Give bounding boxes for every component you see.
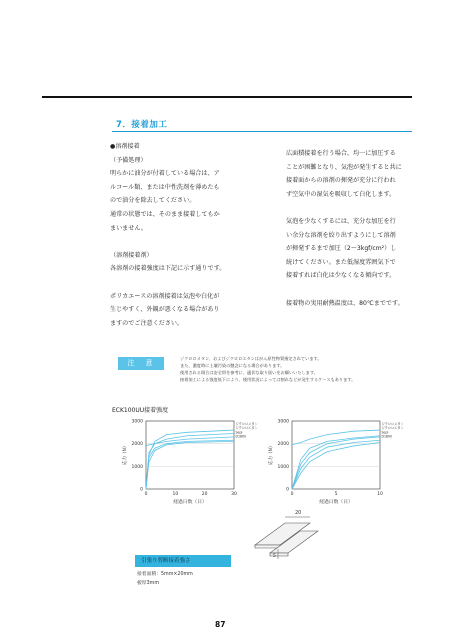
series-label: Sepi [235,430,243,435]
note-text [180,355,355,383]
right-column [286,147,404,310]
note-line: ジクロロメタン、およびジクロロエタンはがん原性物質指定されています。 [180,356,322,361]
y-tick-label: 3000 [277,419,289,425]
chart-heading: ECK100UU接着強度 [112,407,169,414]
note-line: また、濃度時に土壌汚染の懸念になる場合があります。 [180,363,285,368]
shear-label: 引張り剪断接着強さ [135,555,231,567]
series-label: ジクロロメタン [381,422,404,426]
text-line: が揮発するまで加圧（2～3kgf/cm²）し [286,245,397,253]
text-line: い余分な溶剤を絞り出すようにして溶剤 [286,231,396,239]
plot-frame [146,421,234,489]
test-piece-upper-edge [255,545,280,548]
text-line: 接着すれば白化は少なくなる傾向です。 [286,272,396,280]
text-line: 各溶剤の接着強度は下記に示す通りです。 [110,265,226,273]
series-label: ジクロロエタン [235,426,258,431]
text-line: ことが困難となり、気泡が発生すると共に [286,163,402,171]
text-line [110,276,225,290]
series-label: D1800 [381,434,393,439]
chart-left [112,415,262,515]
x-tick-label: 30 [231,492,237,497]
series-label: ジクロロメタン [235,422,258,426]
adhesion-thickness: 板厚3mm [137,581,159,586]
text-line: ので油分を除去してください。 [110,197,196,205]
text-line: （溶剤接着剤） [110,251,153,259]
text-line: 通常の状態では、そのまま接着してもか [110,210,220,218]
text-line: 接着面からの溶剤の揮発が充分に行われ [286,177,396,185]
dimension-top: 20 [295,510,302,516]
text-line: 生じやすく、外観が悪くなる場合があり [110,306,220,314]
series-label: ジクロロエタン [381,426,404,431]
top-rule [42,96,412,98]
series-line [146,441,234,489]
adhesion-area: 接着面積：5mm×20mm [137,572,193,577]
y-axis-label: 応力（N） [269,443,274,465]
x-tick-label: 20 [201,492,208,497]
x-tick-label: 10 [377,492,383,497]
series-line [292,440,380,489]
x-tick-label: 0 [290,492,294,497]
text-line: ず空気中の湿気を吸収して白化します。 [286,190,396,198]
x-axis-label: 経過日数（日） [319,500,353,505]
x-tick-label: 10 [172,492,179,497]
dimension-side: 5 [273,554,276,559]
text-line: 気泡を少なくするには、充分な加圧を行 [286,217,396,225]
text-line [110,235,225,249]
y-tick-label: 2000 [277,442,289,448]
text-line: （予備処理） [110,156,147,164]
text-line: ポリカエースの溶剤接着は気泡や白化が [110,292,220,300]
chart-right [258,415,408,515]
x-tick-label: 0 [144,492,148,497]
x-tick-label: 5 [334,492,338,497]
y-tick-label: 1000 [131,464,143,470]
y-tick-label: 1000 [277,464,289,470]
text-line [286,201,404,215]
text-line: まいません。 [110,224,147,232]
text-line: ●溶剤接着 [110,143,140,150]
text-line: 明らかに油分が付着している場合は、ア [110,170,220,178]
note-label: 注 意 [118,357,164,370]
text-line: ルコール類、または中性洗剤を薄めたも [110,183,220,191]
test-piece-diagram [250,505,320,560]
section-title: 7．接着加工 [116,120,168,130]
text-line: 接着物の実用耐熱温度は、80℃までです。 [286,299,404,307]
left-column [110,140,225,330]
plot-frame [292,421,380,489]
y-tick-label: 3000 [131,419,143,425]
x-axis-label: 経過日数（日） [173,500,207,505]
series-line [292,443,380,489]
series-label: Sepi [381,430,389,435]
y-tick-label: 0 [286,487,289,493]
series-line [292,430,380,445]
text-line: ますのでご注意ください。 [110,319,184,327]
text-line [286,283,404,297]
y-tick-label: 2000 [131,442,143,448]
section-rule [112,131,412,132]
series-line [146,440,234,489]
y-axis-label: 応力（N） [123,443,128,465]
y-tick-label: 0 [140,487,143,493]
text-line: 広面積接着を行う場合、均一に加圧する [286,150,396,157]
note-line: 接着加工による強度低下により、使用状況によっては割れなどが発生するケースもあります。 [180,377,356,382]
text-line: 続けてください。また低湿度雰囲気下で [286,258,396,266]
page-number: 87 [215,620,226,629]
adhesion-specs [137,570,193,588]
series-label: D1800 [235,434,247,439]
note-line: 使用される場合は安全帯を参考に、適切な取り扱いをお願いいたします。 [180,370,318,375]
